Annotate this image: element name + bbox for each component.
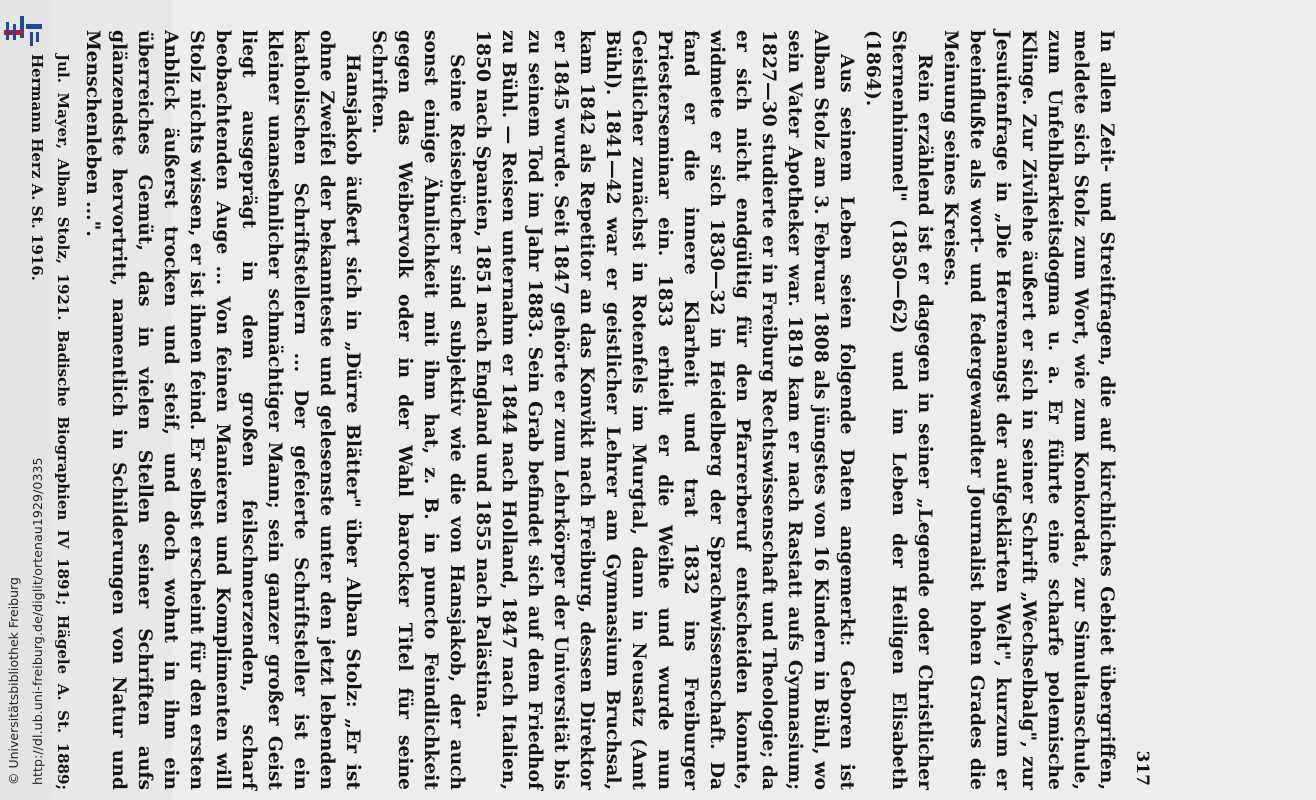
paragraph: Seine Reisebücher sind subjektiv wie die von Hansjakob, der auch sonst einige Ähnlichkeit mit ihm hat, z. B. in puncto Feindlichkeit gegen das Weibervolk oder in der Wahl barocker Titel für seine Schriften. xyxy=(368,30,468,790)
copyright-notice: © Universitätsbibliothek Freiburg xyxy=(6,577,21,785)
page-body xyxy=(24,30,1120,790)
references: Jul. Mayer, Alban Stolz, 1921. Badische Biographien IV 1891; Hägele A. St. 1889; Hermann Herz A. St. 1916. xyxy=(28,54,72,790)
paragraph: Hansjakob äußert sich in „Dürre Blätter" über Alban Stolz: „Er ist ohne Zweifel der bekannteste und gelesenste unter den jetzt lebenden katholischen Schriftstellern ... Der gefeierte Schriftsteller ist ein kleiner unansehnlicher schmächtiger Mann; sein ganzer großer Geist liegt ausgeprägt in dem großen feilschmerzenden, scharf beobachtenden Auge ... Von feinen Manieren und Komplimenten will Stolz nichts wissen, er ist ihnen feind. Er selbst erscheint für den ersten Anblick äußerst trocken und steif, und doch wohnt in ihm ein überreiches Gemüt, das in vielen Stellen seiner Schriften aufs glänzendste hervortritt, namentlich in Schilderungen von Natur und Menschenleben ...". xyxy=(82,30,364,790)
document-url[interactable]: http://dl.ub.uni-freiburg.de/diglit/ortenau1929/0335 xyxy=(30,457,45,785)
paragraph: Aus seinem Leben seien folgende Daten angemerkt: Geboren ist Alban Stolz am 3. Februar 1808 als jüngstes von 16 Kindern in Bühl, wo sein Vater Apotheker war. 1819 kam er nach Rastatt aufs Gymnasium; 1827—30 studierte er in Freiburg Rechtswissenschaft und Theologie; da er sich nicht endgültig für den Pfarrerberuf entscheiden konnte, widmete er sich 1830—32 in Heidelberg der Sprachwissenschaft. Da fand er die innere Klarheit und trat 1832 ins Freiburger Priesterseminar ein. 1833 erhielt er die Weihe und wurde nun Geistlicher zunächst in Rotenfels im Murgtal, dann in Neusatz (Amt Bühl). 1841—42 war er geistlicher Lehrer am Gymnasium Bruchsal, kam 1842 als Repetitor an das Konvikt nach Freiburg, dessen Direktor er 1845 wurde. Seit 1847 gehörte er zum Lehrkörper der Universität bis zu seinem Tod im Jahr 1883. Sein Grab befindet sich auf dem Friedhof zu Bühl. — Reisen unternahm er 1844 nach Holland, 1847 nach Italien, 1850 nach Spanien, 1851 nach England und 1855 nach Palästina. xyxy=(472,30,858,790)
paragraph: In allen Zeit- und Streitfragen, die auf kirchliches Gebiet übergriffen, meldete sich Stolz zum Wort, wie zum Konkordat, zur Simultanschule, zum Unfehlbarkeitsdogma u. a. Er führte eine scharfe polemische Klinge. Zur Zivilehe äußert er sich in seiner Schrift „Wechselbalg", zur Jesuitenfrage in „Die Herrenangst der aufgeklärten Welt", kurzum er beeinflußte als wort- und federgewandter Journalist hohen Grades die Meinung seines Kreises. xyxy=(940,30,1118,790)
page-number: 317 xyxy=(1132,750,1152,786)
paragraph: Rein erzählend ist er dagegen in seiner „Legende oder Christlicher Sternenhimmel" (1850—62) und im Leben der Heiligen Elisabeth (1864). xyxy=(862,30,936,790)
